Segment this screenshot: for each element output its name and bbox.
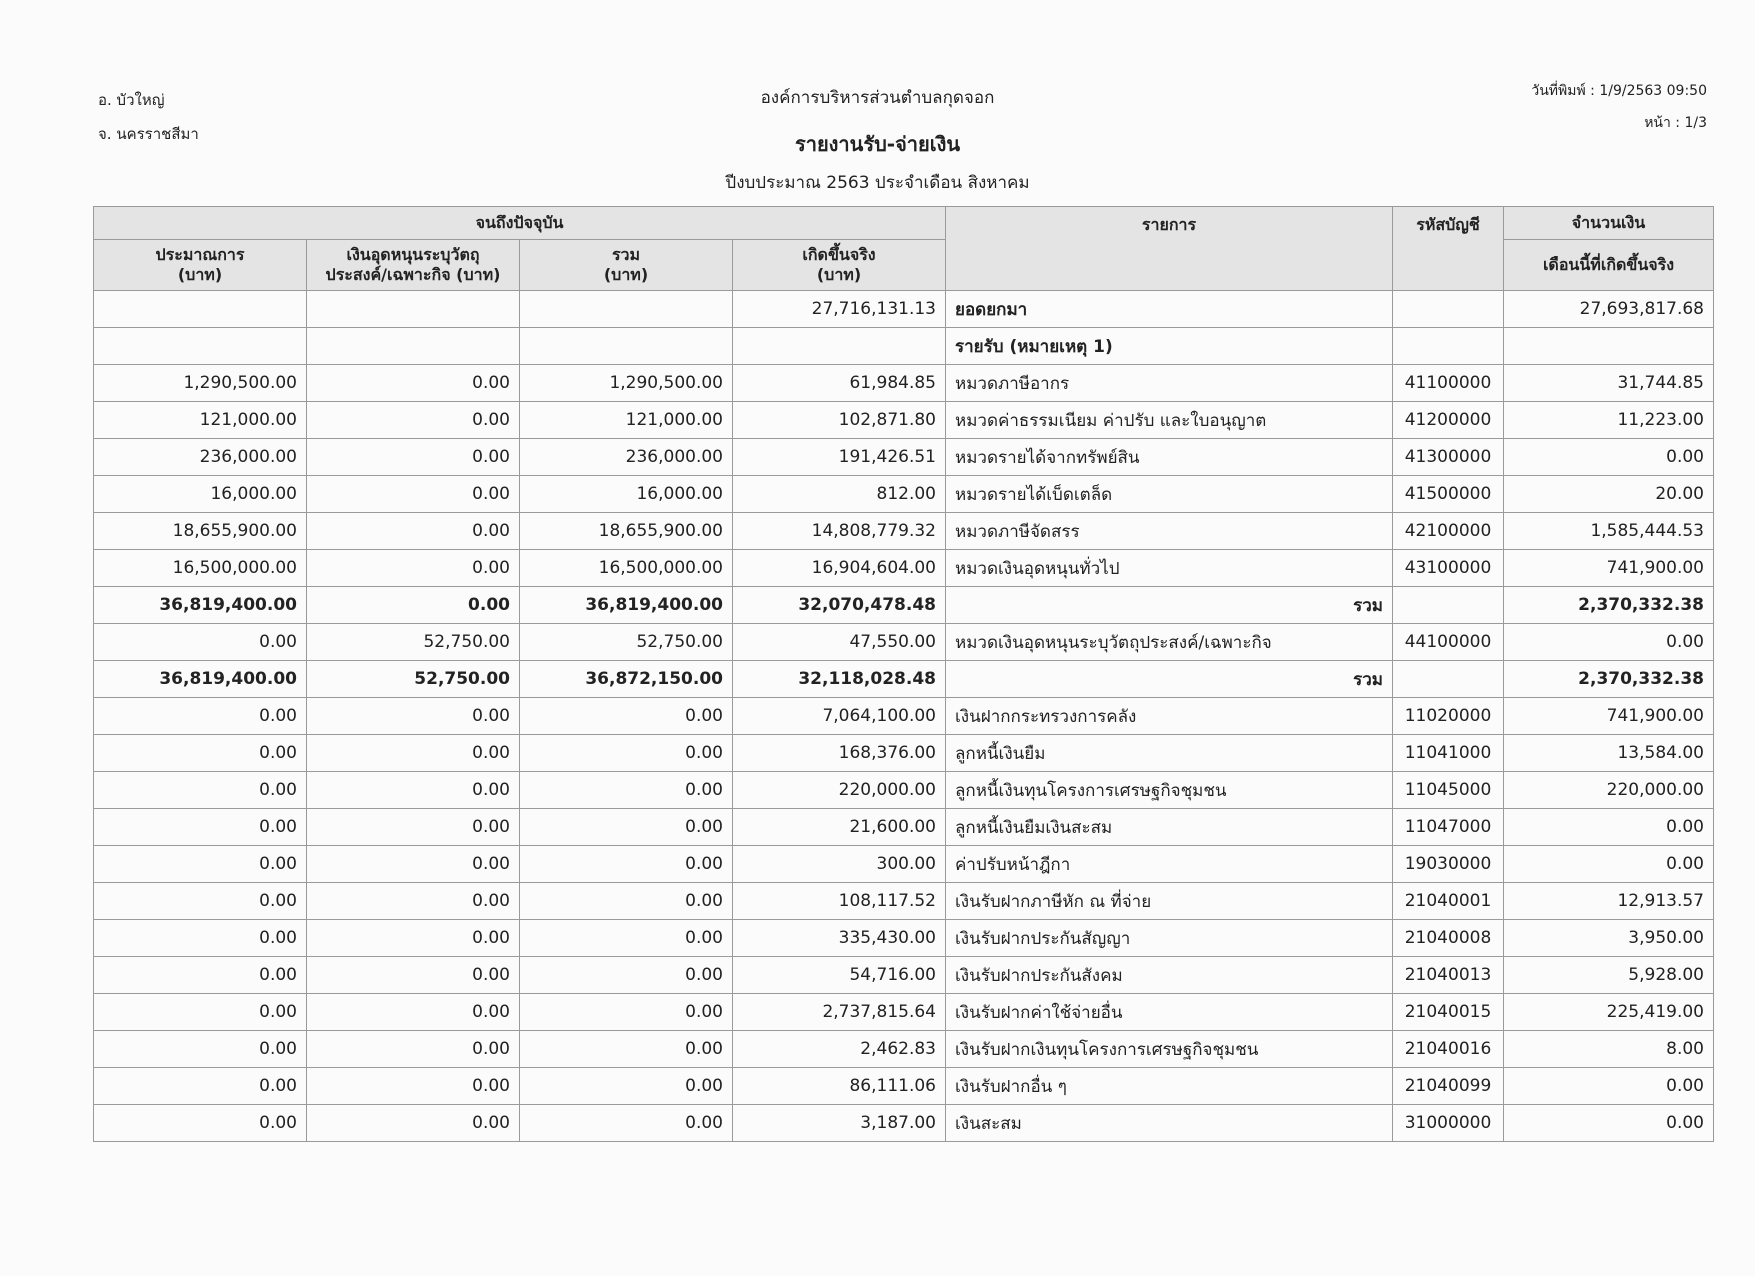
subsidy-cell: 0.00 (307, 698, 520, 735)
month-amount-cell: 225,419.00 (1504, 994, 1714, 1031)
total-cell: 0.00 (520, 1068, 733, 1105)
subsidy-cell (307, 291, 520, 328)
estimate-cell: 0.00 (94, 920, 307, 957)
month-amount-cell: 1,585,444.53 (1504, 513, 1714, 550)
account-code-cell (1393, 291, 1504, 328)
total-cell: 16,000.00 (520, 476, 733, 513)
total-cell: 0.00 (520, 1105, 733, 1142)
month-amount-cell: 0.00 (1504, 439, 1714, 476)
total-cell: 0.00 (520, 772, 733, 809)
account-code-cell: 43100000 (1393, 550, 1504, 587)
account-code-cell: 42100000 (1393, 513, 1504, 550)
item-cell: เงินฝากกระทรวงการคลัง (946, 698, 1393, 735)
estimate-cell (94, 328, 307, 365)
subsidy-cell: 0.00 (307, 1068, 520, 1105)
item-cell: รวม (946, 661, 1393, 698)
actual-cell: 7,064,100.00 (733, 698, 946, 735)
page-number: หน้า : 1/3 (1644, 115, 1707, 131)
account-code-cell: 11047000 (1393, 809, 1504, 846)
table-row (94, 513, 1714, 550)
subsidy-cell: 0.00 (307, 772, 520, 809)
total-header: รวม (บาท) (520, 240, 733, 291)
estimate-cell: 0.00 (94, 994, 307, 1031)
estimate-cell: 0.00 (94, 1031, 307, 1068)
account-code-cell (1393, 328, 1504, 365)
account-code-header: รหัสบัญชี (1393, 207, 1504, 291)
report-subtitle: ปีงบประมาณ 2563 ประจำเดือน สิงหาคม (725, 173, 1030, 193)
month-amount-cell: 8.00 (1504, 1031, 1714, 1068)
total-row (94, 587, 1714, 624)
table-row (94, 476, 1714, 513)
account-code-cell (1393, 587, 1504, 624)
table-row (94, 698, 1714, 735)
account-code-cell: 21040016 (1393, 1031, 1504, 1068)
item-cell: ยอดยกมา (946, 291, 1393, 328)
subsidy-cell: 0.00 (307, 476, 520, 513)
subsidy-cell: 0.00 (307, 1105, 520, 1142)
item-cell: เงินรับฝากอื่น ๆ (946, 1068, 1393, 1105)
month-amount-cell (1504, 328, 1714, 365)
month-amount-cell: 0.00 (1504, 1105, 1714, 1142)
table-row (94, 439, 1714, 476)
item-cell: หมวดรายได้จากทรัพย์สิน (946, 439, 1393, 476)
account-code-cell (1393, 661, 1504, 698)
estimate-cell: 0.00 (94, 846, 307, 883)
account-code-cell: 11041000 (1393, 735, 1504, 772)
account-code-cell: 21040008 (1393, 920, 1504, 957)
item-cell: เงินรับฝากค่าใช้จ่ายอื่น (946, 994, 1393, 1031)
item-cell: หมวดภาษีอากร (946, 365, 1393, 402)
month-amount-cell: 27,693,817.68 (1504, 291, 1714, 328)
actual-cell: 300.00 (733, 846, 946, 883)
table-row (94, 772, 1714, 809)
table-row (94, 328, 1714, 365)
subsidy-cell: 52,750.00 (307, 661, 520, 698)
actual-cell: 86,111.06 (733, 1068, 946, 1105)
month-amount-cell: 741,900.00 (1504, 550, 1714, 587)
item-cell: หมวดรายได้เบ็ดเตล็ด (946, 476, 1393, 513)
table-body (94, 291, 1714, 1142)
estimate-cell: 36,819,400.00 (94, 587, 307, 624)
month-amount-cell: 31,744.85 (1504, 365, 1714, 402)
account-code-cell: 41100000 (1393, 365, 1504, 402)
estimate-cell: 0.00 (94, 1105, 307, 1142)
subsidy-cell: 52,750.00 (307, 624, 520, 661)
province-label: จ. นครราชสีมา (98, 125, 199, 143)
item-cell: เงินรับฝากประกันสังคม (946, 957, 1393, 994)
subsidy-cell: 0.00 (307, 994, 520, 1031)
total-cell: 121,000.00 (520, 402, 733, 439)
month-amount-cell: 2,370,332.38 (1504, 661, 1714, 698)
month-amount-cell: 13,584.00 (1504, 735, 1714, 772)
month-amount-cell: 11,223.00 (1504, 402, 1714, 439)
table-row (94, 920, 1714, 957)
account-code-cell: 19030000 (1393, 846, 1504, 883)
item-cell: หมวดเงินอุดหนุนทั่วไป (946, 550, 1393, 587)
account-code-cell: 21040099 (1393, 1068, 1504, 1105)
actual-cell: 102,871.80 (733, 402, 946, 439)
subsidy-cell: 0.00 (307, 550, 520, 587)
table-row (94, 365, 1714, 402)
actual-cell: 54,716.00 (733, 957, 946, 994)
actual-cell: 14,808,779.32 (733, 513, 946, 550)
actual-cell: 47,550.00 (733, 624, 946, 661)
month-amount-cell: 12,913.57 (1504, 883, 1714, 920)
subsidy-cell: 0.00 (307, 439, 520, 476)
subsidy-cell: 0.00 (307, 920, 520, 957)
estimate-cell: 0.00 (94, 883, 307, 920)
subsidy-cell: 0.00 (307, 809, 520, 846)
actual-header: เกิดขึ้นจริง (บาท) (733, 240, 946, 291)
estimate-cell: 1,290,500.00 (94, 365, 307, 402)
estimate-cell: 0.00 (94, 698, 307, 735)
estimate-cell: 0.00 (94, 1068, 307, 1105)
month-amount-cell: 0.00 (1504, 846, 1714, 883)
organization-name: องค์การบริหารส่วนตำบลกุดจอก (760, 88, 995, 108)
total-cell: 0.00 (520, 735, 733, 772)
item-cell: หมวดภาษีจัดสรร (946, 513, 1393, 550)
actual-cell: 168,376.00 (733, 735, 946, 772)
estimate-cell: 0.00 (94, 809, 307, 846)
total-cell: 0.00 (520, 1031, 733, 1068)
table-row (94, 957, 1714, 994)
subsidy-cell: 0.00 (307, 402, 520, 439)
total-cell: 36,872,150.00 (520, 661, 733, 698)
account-code-cell: 21040013 (1393, 957, 1504, 994)
subsidy-cell (307, 328, 520, 365)
subsidy-cell: 0.00 (307, 513, 520, 550)
table-row (94, 291, 1714, 328)
month-amount-cell: 0.00 (1504, 809, 1714, 846)
print-date: วันที่พิมพ์ : 1/9/2563 09:50 (1531, 83, 1707, 99)
month-amount-cell: 741,900.00 (1504, 698, 1714, 735)
table-row (94, 550, 1714, 587)
estimate-cell: 18,655,900.00 (94, 513, 307, 550)
total-cell: 0.00 (520, 957, 733, 994)
total-cell: 1,290,500.00 (520, 365, 733, 402)
account-code-cell: 21040015 (1393, 994, 1504, 1031)
actual-cell: 812.00 (733, 476, 946, 513)
estimate-cell: 36,819,400.00 (94, 661, 307, 698)
account-code-cell: 41500000 (1393, 476, 1504, 513)
total-cell: 0.00 (520, 846, 733, 883)
item-cell: ค่าปรับหน้าฎีกา (946, 846, 1393, 883)
total-cell: 18,655,900.00 (520, 513, 733, 550)
estimate-cell: 16,000.00 (94, 476, 307, 513)
month-amount-cell: 0.00 (1504, 624, 1714, 661)
total-cell: 52,750.00 (520, 624, 733, 661)
district-label: อ. บัวใหญ่ (98, 91, 165, 109)
account-code-cell: 11045000 (1393, 772, 1504, 809)
total-row (94, 661, 1714, 698)
table-row (94, 624, 1714, 661)
total-cell: 236,000.00 (520, 439, 733, 476)
item-cell: รวม (946, 587, 1393, 624)
table-row (94, 1105, 1714, 1142)
table-row (94, 994, 1714, 1031)
month-amount-cell: 0.00 (1504, 1068, 1714, 1105)
account-code-cell: 44100000 (1393, 624, 1504, 661)
item-cell: รายรับ (หมายเหตุ 1) (946, 328, 1393, 365)
item-cell: ลูกหนี้เงินยืม (946, 735, 1393, 772)
actual-cell: 32,070,478.48 (733, 587, 946, 624)
actual-cell: 2,737,815.64 (733, 994, 946, 1031)
actual-cell: 335,430.00 (733, 920, 946, 957)
item-cell: หมวดเงินอุดหนุนระบุวัตถุประสงค์/เฉพาะกิจ (946, 624, 1393, 661)
table-row (94, 883, 1714, 920)
month-actual-header: เดือนนี้ที่เกิดขึ้นจริง (1504, 240, 1714, 291)
item-header: รายการ (946, 207, 1393, 291)
estimate-cell: 0.00 (94, 957, 307, 994)
total-cell (520, 328, 733, 365)
estimate-cell: 0.00 (94, 624, 307, 661)
amount-header: จำนวนเงิน (1504, 207, 1714, 240)
account-code-cell: 41300000 (1393, 439, 1504, 476)
actual-cell: 108,117.52 (733, 883, 946, 920)
actual-cell: 220,000.00 (733, 772, 946, 809)
table-row (94, 846, 1714, 883)
total-cell: 36,819,400.00 (520, 587, 733, 624)
actual-cell: 2,462.83 (733, 1031, 946, 1068)
total-cell: 16,500,000.00 (520, 550, 733, 587)
actual-cell: 191,426.51 (733, 439, 946, 476)
total-cell: 0.00 (520, 809, 733, 846)
to-date-group-header: จนถึงปัจจุบัน (94, 207, 946, 240)
account-code-cell: 21040001 (1393, 883, 1504, 920)
estimate-header: ประมาณการ (บาท) (94, 240, 307, 291)
actual-cell (733, 328, 946, 365)
account-code-cell: 41200000 (1393, 402, 1504, 439)
estimate-cell: 236,000.00 (94, 439, 307, 476)
item-cell: ลูกหนี้เงินทุนโครงการเศรษฐกิจชุมชน (946, 772, 1393, 809)
item-cell: ลูกหนี้เงินยืมเงินสะสม (946, 809, 1393, 846)
estimate-cell: 121,000.00 (94, 402, 307, 439)
subsidy-cell: 0.00 (307, 1031, 520, 1068)
total-cell: 0.00 (520, 994, 733, 1031)
table-row (94, 735, 1714, 772)
estimate-cell: 0.00 (94, 772, 307, 809)
receipt-payment-table (93, 206, 1714, 1142)
actual-cell: 21,600.00 (733, 809, 946, 846)
table-row (94, 809, 1714, 846)
estimate-cell (94, 291, 307, 328)
subsidy-cell: 0.00 (307, 365, 520, 402)
table-row (94, 1068, 1714, 1105)
month-amount-cell: 20.00 (1504, 476, 1714, 513)
item-cell: หมวดค่าธรรมเนียม ค่าปรับ และใบอนุญาต (946, 402, 1393, 439)
month-amount-cell: 220,000.00 (1504, 772, 1714, 809)
account-code-cell: 31000000 (1393, 1105, 1504, 1142)
report-title: รายงานรับ-จ่ายเงิน (794, 132, 961, 156)
item-cell: เงินรับฝากภาษีหัก ณ ที่จ่าย (946, 883, 1393, 920)
month-amount-cell: 3,950.00 (1504, 920, 1714, 957)
subsidy-cell: 0.00 (307, 883, 520, 920)
total-cell: 0.00 (520, 883, 733, 920)
table-row (94, 402, 1714, 439)
actual-cell: 27,716,131.13 (733, 291, 946, 328)
subsidy-cell: 0.00 (307, 587, 520, 624)
actual-cell: 3,187.00 (733, 1105, 946, 1142)
total-cell (520, 291, 733, 328)
table-row (94, 1031, 1714, 1068)
subsidy-cell: 0.00 (307, 846, 520, 883)
actual-cell: 32,118,028.48 (733, 661, 946, 698)
account-code-cell: 11020000 (1393, 698, 1504, 735)
subsidy-cell: 0.00 (307, 957, 520, 994)
month-amount-cell: 2,370,332.38 (1504, 587, 1714, 624)
subsidy-header: เงินอุดหนุนระบุวัตถุ ประสงค์/เฉพาะกิจ (บาท) (307, 240, 520, 291)
actual-cell: 16,904,604.00 (733, 550, 946, 587)
total-cell: 0.00 (520, 698, 733, 735)
actual-cell: 61,984.85 (733, 365, 946, 402)
month-amount-cell: 5,928.00 (1504, 957, 1714, 994)
estimate-cell: 0.00 (94, 735, 307, 772)
item-cell: เงินรับฝากเงินทุนโครงการเศรษฐกิจชุมชน (946, 1031, 1393, 1068)
item-cell: เงินรับฝากประกันสัญญา (946, 920, 1393, 957)
total-cell: 0.00 (520, 920, 733, 957)
item-cell: เงินสะสม (946, 1105, 1393, 1142)
subsidy-cell: 0.00 (307, 735, 520, 772)
estimate-cell: 16,500,000.00 (94, 550, 307, 587)
